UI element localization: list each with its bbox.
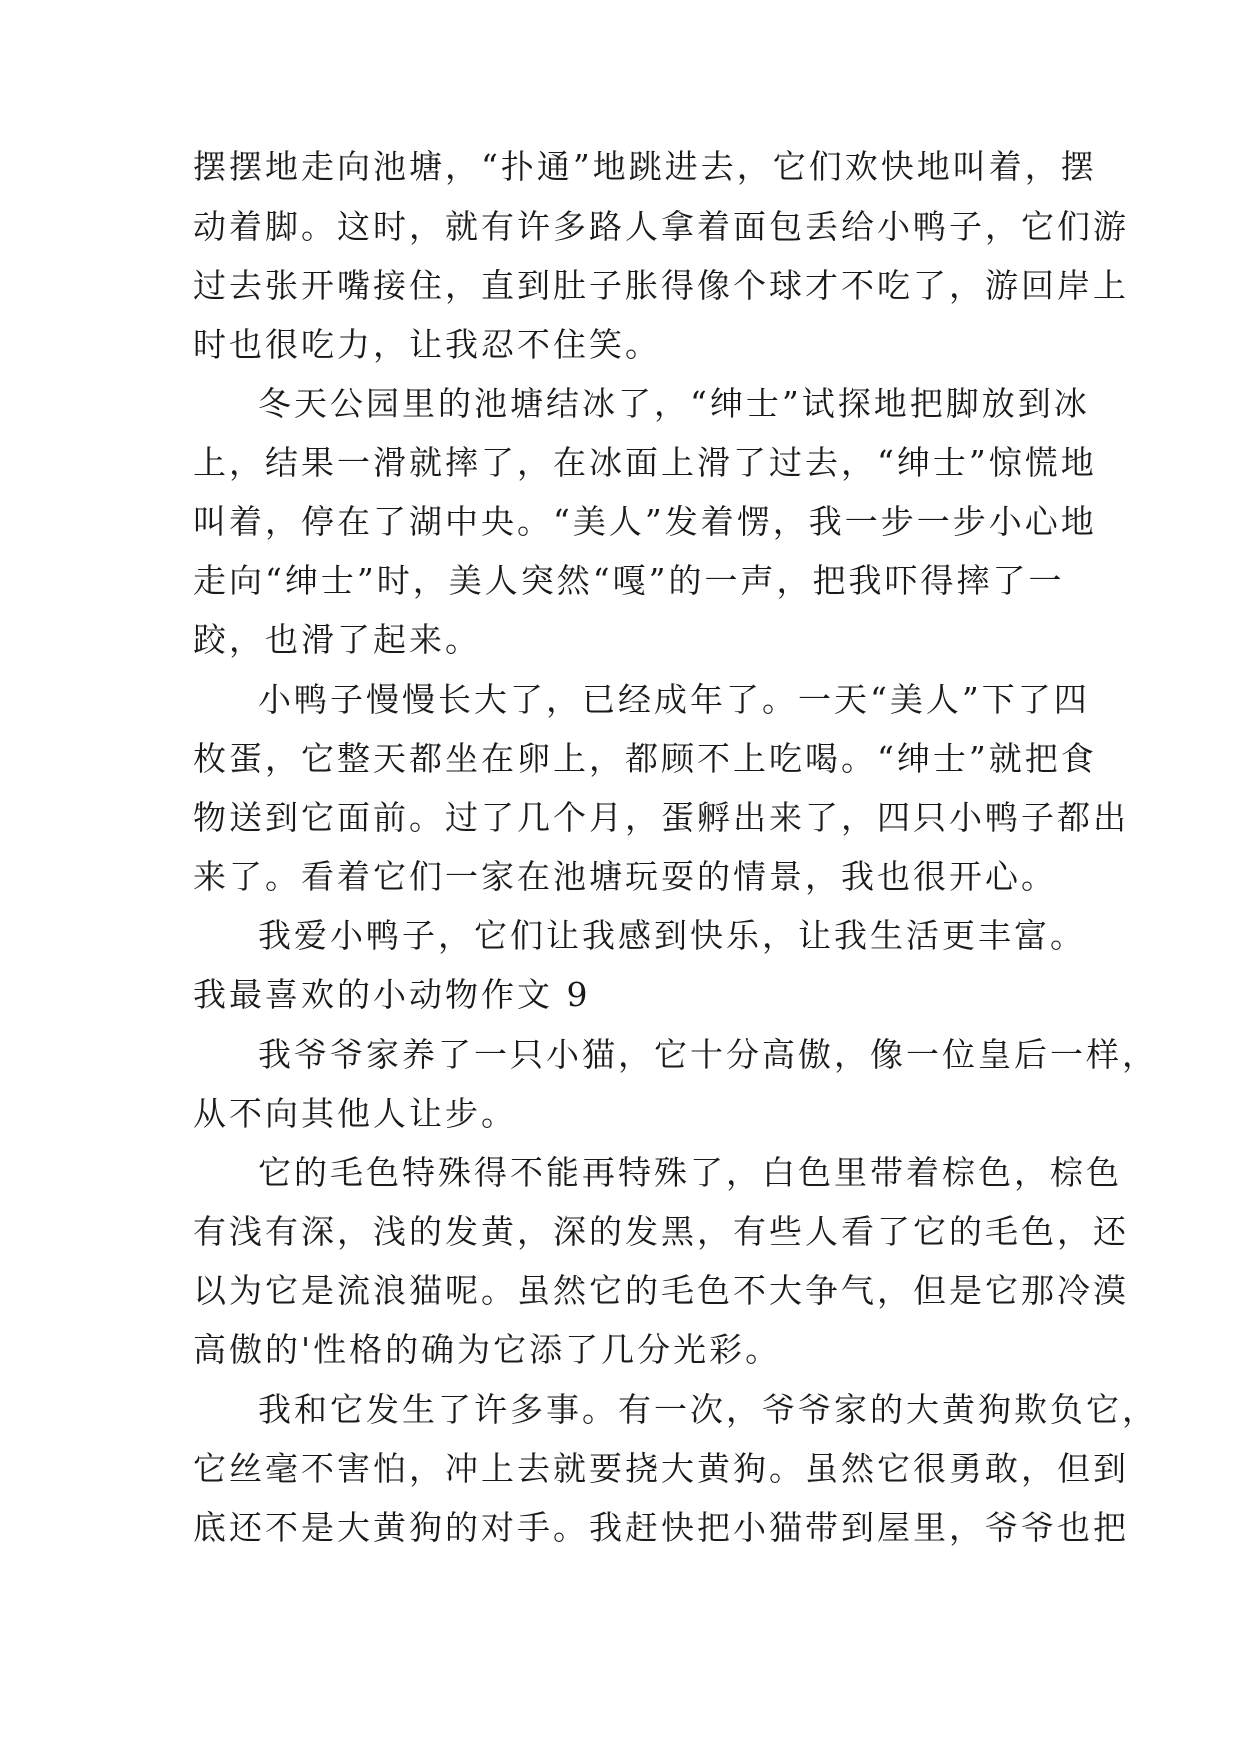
text-line: 摆摆地走向池塘，“扑通”地跳进去，它们欢快地叫着，摆 — [193, 147, 1097, 186]
text-line: 有浅有深，浅的发黄，深的发黑，有些人看了它的毛色，还 — [193, 1212, 1129, 1251]
text-line: 跤，也滑了起来。 — [193, 620, 481, 659]
text-line: 过去张开嘴接住，直到肚子胀得像个球才不吃了，游回岸上 — [193, 266, 1129, 305]
text-line: 来了。看着它们一家在池塘玩耍的情景，我也很开心。 — [193, 857, 1057, 896]
paragraph-start-line: 我爷爷家养了一只小猫，它十分高傲，像一位皇后一样， — [258, 1035, 1158, 1074]
paragraph-start-line: 我爱小鸭子，它们让我感到快乐，让我生活更丰富。 — [258, 916, 1086, 955]
text-line: 枚蛋，它整天都坐在卵上，都顾不上吃喝。“绅士”就把食 — [193, 739, 1097, 778]
paragraph-start-line: 小鸭子慢慢长大了，已经成年了。一天“美人”下了四 — [258, 680, 1090, 719]
text-line: 高傲的'性格的确为它添了几分光彩。 — [193, 1330, 782, 1369]
paragraph-start-line: 冬天公园里的池塘结冰了，“绅士”试探地把脚放到冰 — [258, 384, 1090, 423]
text-line: 以为它是流浪猫呢。虽然它的毛色不大争气，但是它那冷漠 — [193, 1271, 1129, 1310]
text-line: 它丝毫不害怕，冲上去就要挠大黄狗。虽然它很勇敢，但到 — [193, 1449, 1129, 1488]
paragraph-start-line: 我和它发生了许多事。有一次，爷爷家的大黄狗欺负它， — [258, 1390, 1158, 1429]
text-line: 时也很吃力，让我忍不住笑。 — [193, 325, 661, 364]
text-line: 走向“绅士”时，美人突然“嘎”的一声，把我吓得摔了一 — [193, 561, 1065, 600]
text-line: 动着脚。这时，就有许多路人拿着面包丢给小鸭子，它们游 — [193, 207, 1129, 246]
text-line: 底还不是大黄狗的对手。我赶快把小猫带到屋里，爷爷也把 — [193, 1508, 1129, 1547]
text-line: 叫着，停在了湖中央。“美人”发着愣，我一步一步小心地 — [193, 502, 1097, 541]
text-line: 从不向其他人让步。 — [193, 1094, 517, 1133]
text-line: 物送到它面前。过了几个月，蛋孵出来了，四只小鸭子都出 — [193, 798, 1129, 837]
text-line: 上，结果一滑就摔了，在冰面上滑了过去，“绅士”惊慌地 — [193, 443, 1097, 482]
section-heading: 我最喜欢的小动物作文 9 — [193, 975, 591, 1014]
paragraph-start-line: 它的毛色特殊得不能再特殊了，白色里带着棕色，棕色 — [258, 1153, 1122, 1192]
